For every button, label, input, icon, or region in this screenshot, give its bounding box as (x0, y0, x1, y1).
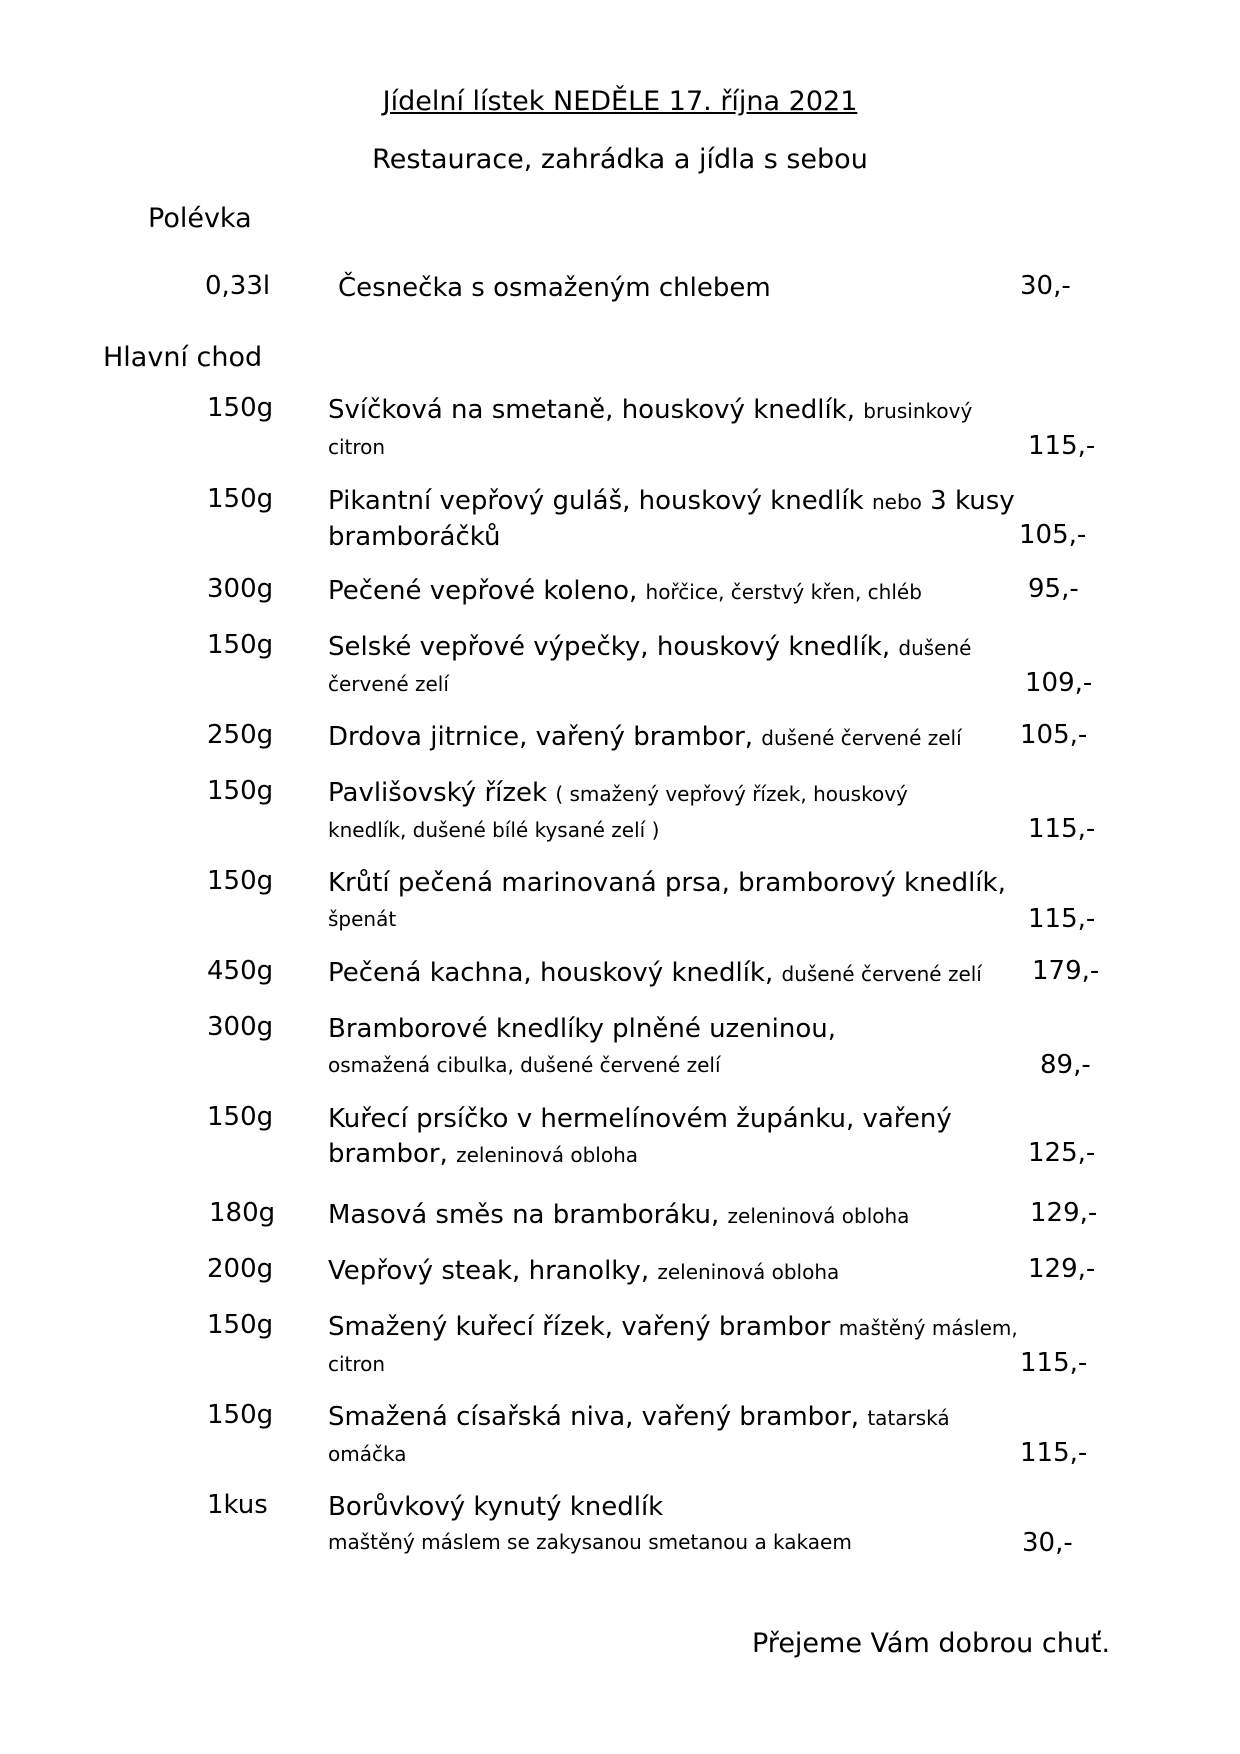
item-side: dušené červené zelí (328, 636, 972, 696)
item-price: 30,- (1020, 271, 1071, 301)
item-quantity: 1kus (207, 1490, 268, 1520)
item-name: Selské vepřové výpečky, houskový knedlík, (328, 632, 891, 662)
section-heading-soup: Polévka (148, 203, 252, 234)
item-quantity: 150g (207, 776, 274, 806)
item-price: 115,- (1020, 1348, 1088, 1378)
item-side: maštěný máslem se zakysanou smetanou a kakaem (328, 1530, 852, 1554)
item-price: 115,- (1028, 431, 1096, 461)
item-side: osmažená cibulka, dušené červené zelí (328, 1053, 721, 1077)
item-price: 129,- (1030, 1198, 1098, 1228)
item-quantity: 150g (207, 484, 274, 514)
item-side: ( smažený vepřový řízek, houskový knedlík, dušené bílé kysané zelí ) (328, 782, 908, 842)
item-side: brusinkový citron (328, 399, 973, 459)
item-quantity: 200g (207, 1254, 274, 1284)
item-side: dušené červené zelí (761, 726, 962, 750)
item-description (328, 1254, 1028, 1290)
item-name: Pavlišovský řízek (328, 778, 548, 808)
item-name: Masová směs na bramboráku, (328, 1200, 720, 1230)
item-description (338, 271, 1038, 306)
item-description (328, 956, 1048, 992)
item-price: 115,- (1020, 1438, 1088, 1468)
item-price: 105,- (1020, 720, 1088, 750)
page-title: Jídelní lístek NEDĚLE 17. října 2021 (382, 86, 858, 117)
item-side: dušené červené zelí (781, 962, 982, 986)
item-name: Pečené vepřové koleno, (328, 576, 638, 606)
item-side: zeleninová obloha (456, 1143, 639, 1167)
item-name-alt: 3 kusy bramboráčků (328, 486, 1015, 552)
item-name: Pečená kachna, houskový knedlík, (328, 958, 774, 988)
item-price: 95,- (1028, 574, 1079, 604)
item-name: Svíčková na smetaně, houskový knedlík, (328, 395, 855, 425)
item-price: 125,- (1028, 1138, 1096, 1168)
item-quantity: 300g (207, 574, 274, 604)
item-side: zeleninová obloha (727, 1204, 910, 1228)
section-heading-main: Hlavní chod (103, 342, 263, 373)
item-name: Pikantní vepřový guláš, houskový knedlík (328, 486, 864, 516)
item-description (328, 1012, 888, 1083)
item-price: 115,- (1028, 904, 1096, 934)
page-subtitle: Restaurace, zahrádka a jídla s sebou (372, 144, 868, 175)
item-description (328, 630, 988, 702)
item-name: Česnečka s osmaženým chlebem (338, 273, 771, 303)
item-name: Bramborové knedlíky plněné uzeninou, (328, 1014, 837, 1044)
item-price: 179,- (1032, 956, 1100, 986)
item-quantity: 150g (207, 866, 274, 896)
item-description (328, 776, 948, 848)
item-price: 89,- (1040, 1050, 1091, 1080)
item-quantity: 150g (207, 393, 274, 423)
item-description (328, 1490, 888, 1560)
item-name: Smažená císařská niva, vařený brambor, (328, 1402, 860, 1432)
closing-greeting: Přejeme Vám dobrou chuť. (752, 1628, 1111, 1659)
item-quantity: 180g (209, 1198, 276, 1228)
item-name: Krůtí pečená marinovaná prsa, bramborový knedlík, (328, 868, 1006, 898)
item-description (328, 1310, 1028, 1382)
item-name: Drdova jitrnice, vařený brambor, (328, 722, 754, 752)
item-quantity: 0,33l (205, 271, 271, 301)
item-side: maštěný máslem, citron (328, 1316, 1018, 1376)
item-quantity: 150g (207, 1310, 274, 1340)
item-quantity: 150g (207, 1102, 274, 1132)
item-side: špenát (328, 907, 397, 931)
item-price: 30,- (1022, 1528, 1073, 1558)
item-name: Kuřecí prsíčko v hermelínovém župánku, vařený brambor, (328, 1104, 952, 1169)
item-side: zeleninová obloha (657, 1260, 840, 1284)
item-description (328, 866, 1028, 937)
item-price: 109,- (1025, 668, 1093, 698)
item-quantity: 450g (207, 956, 274, 986)
item-name: Smažený kuřecí řízek, vařený brambor (328, 1312, 831, 1342)
item-name: Borůvkový kynutý knedlík (328, 1492, 664, 1522)
item-description (328, 393, 988, 465)
item-side: hořčice, čerstvý křen, chléb (645, 580, 922, 604)
item-quantity: 150g (207, 630, 274, 660)
item-quantity: 250g (207, 720, 274, 750)
item-quantity: 150g (207, 1400, 274, 1430)
item-description (328, 720, 1028, 756)
item-description (328, 1198, 1028, 1234)
item-description (328, 1102, 988, 1173)
item-price: 115,- (1028, 814, 1096, 844)
item-side: tatarská omáčka (328, 1406, 950, 1466)
item-price: 105,- (1019, 520, 1087, 550)
item-price: 129,- (1028, 1254, 1096, 1284)
item-quantity: 300g (207, 1012, 274, 1042)
item-connector: nebo (871, 490, 922, 514)
item-description (328, 574, 1008, 610)
item-name: Vepřový steak, hranolky, (328, 1256, 650, 1286)
item-description (328, 484, 1028, 555)
item-description (328, 1400, 978, 1472)
